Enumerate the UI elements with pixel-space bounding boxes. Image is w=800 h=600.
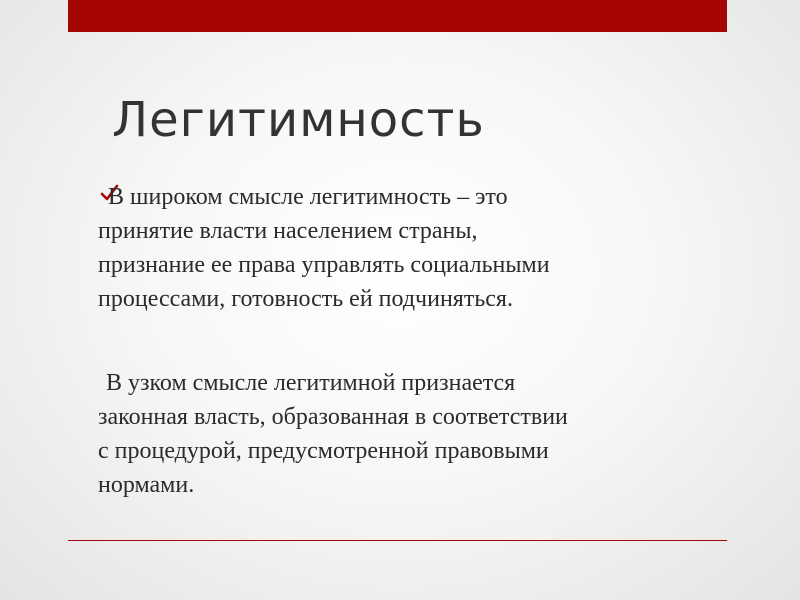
paragraph-line: законная власть, образованная в соответствии (98, 404, 568, 430)
paragraph-line: признание ее права управлять социальными (98, 252, 550, 278)
slide-title: Легитимность (112, 92, 485, 148)
bottom-divider (68, 540, 727, 541)
paragraph-narrow-definition (98, 366, 738, 502)
paragraph-line: процессами, готовность ей подчиняться. (98, 286, 513, 312)
paragraph-line: В широком смысле легитимность – это (108, 184, 508, 210)
paragraph-line: нормами. (98, 472, 195, 498)
paragraph-line: принятие власти населением страны, (98, 218, 478, 244)
top-accent-bar (68, 0, 727, 32)
paragraph-line: В узком смысле легитимной признается (106, 370, 516, 396)
paragraph-line: с процедурой, предусмотренной правовыми (98, 438, 549, 464)
paragraph-broad-definition (98, 180, 738, 316)
